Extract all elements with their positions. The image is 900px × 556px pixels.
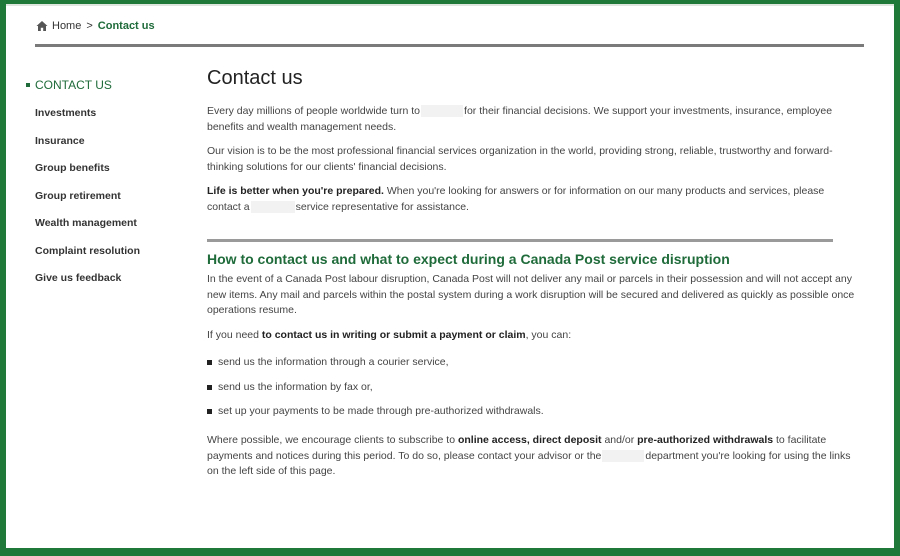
sidebar-item-group-benefits[interactable]: Group benefits — [35, 162, 110, 174]
need-text-bold: to contact us in writing or submit a payment or claim — [261, 328, 526, 341]
list-item-text: send us the information by fax or, — [218, 380, 373, 393]
page-title: Contact us — [207, 67, 303, 89]
list-item — [207, 404, 857, 419]
need-text-b: , you can: — [525, 328, 572, 341]
contact-need-paragraph — [207, 328, 857, 344]
closing-paragraph — [207, 433, 857, 480]
sidebar-item-investments[interactable]: Investments — [35, 107, 97, 119]
need-text-a: If you need — [207, 328, 262, 341]
sidebar-bullet-icon — [26, 83, 30, 87]
top-strip — [6, 4, 894, 6]
intro-p3-text-a: When you're looking for answers or for information on our many products and services, please contact a — [207, 185, 825, 213]
intro-p3-text-b: service representative for assistance. — [295, 200, 469, 213]
sidebar-list — [26, 106, 176, 299]
main-content — [207, 66, 857, 489]
breadcrumb-home-link[interactable]: Home — [52, 20, 82, 32]
section-divider — [207, 239, 833, 242]
sidebar-item-wealth-management[interactable]: Wealth management — [35, 217, 137, 229]
redacted-company-name — [602, 450, 644, 462]
intro-p1-text-b: for their financial decisions. We support your investments, insurance, employee benefits and wealth management needs. — [207, 105, 833, 133]
page-frame — [6, 4, 894, 548]
list-item-text: send us the information through a courier service, — [218, 356, 449, 368]
list-item — [207, 355, 857, 370]
list-item — [207, 380, 857, 395]
header-divider — [35, 44, 864, 47]
closing-bold-2: pre-authorized withdrawals — [637, 434, 774, 446]
sidebar — [26, 78, 176, 299]
closing-text-d: department you're looking for using the links on the left side of this page. — [207, 449, 851, 477]
sidebar-item-insurance[interactable]: Insurance — [35, 134, 85, 147]
section-heading: How to contact us and what to expect during a Canada Post service disruption — [207, 251, 730, 267]
closing-text-a: Where possible, we encourage clients to subscribe to — [207, 434, 458, 446]
intro-p1-text-a: Every day millions of people worldwide turn to — [207, 105, 421, 117]
list-item-text: set up your payments to be made through pre-authorized withdrawals. — [218, 405, 544, 417]
contact-options-list — [207, 355, 857, 419]
square-bullet-icon — [207, 409, 212, 414]
intro-paragraph-1 — [207, 104, 857, 135]
square-bullet-icon — [207, 385, 212, 390]
breadcrumb-current: Contact us — [97, 20, 155, 32]
sidebar-item-give-feedback[interactable]: Give us feedback — [35, 272, 122, 284]
sidebar-section-title[interactable] — [26, 78, 176, 92]
redacted-company-name — [421, 105, 463, 117]
sidebar-item-group-retirement[interactable]: Group retirement — [35, 189, 121, 202]
redacted-company-name — [251, 201, 295, 213]
breadcrumb-separator: > — [86, 20, 93, 32]
closing-text-c: to facilitate payments and notices during this period. To do so, please contact your advisor or the — [207, 434, 827, 462]
home-icon[interactable] — [36, 20, 48, 32]
sidebar-section-label: CONTACT US — [35, 78, 112, 92]
closing-text-b: and/or — [601, 434, 638, 446]
intro-paragraph-2: Our vision is to be the most professional financial services organization in the world, providing strong, reliable, trustworthy and forward-thinking solutions for our clients' financial decisions. — [207, 145, 833, 173]
square-bullet-icon — [207, 360, 212, 365]
disruption-paragraph: In the event of a Canada Post labour disruption, Canada Post will not deliver any mail or parcels in their possession and will not accept any new items. Any mail and parcels within the postal system during a work disruption will be secured and delivered as quickly as possible once operations resume. — [207, 273, 855, 316]
intro-p3-bold: Life is better when you're prepared. — [207, 185, 384, 197]
closing-bold-1: online access, direct deposit — [457, 434, 602, 446]
intro-paragraph-3 — [207, 184, 857, 215]
breadcrumb — [36, 20, 155, 32]
sidebar-item-complaint-resolution[interactable]: Complaint resolution — [35, 244, 140, 257]
